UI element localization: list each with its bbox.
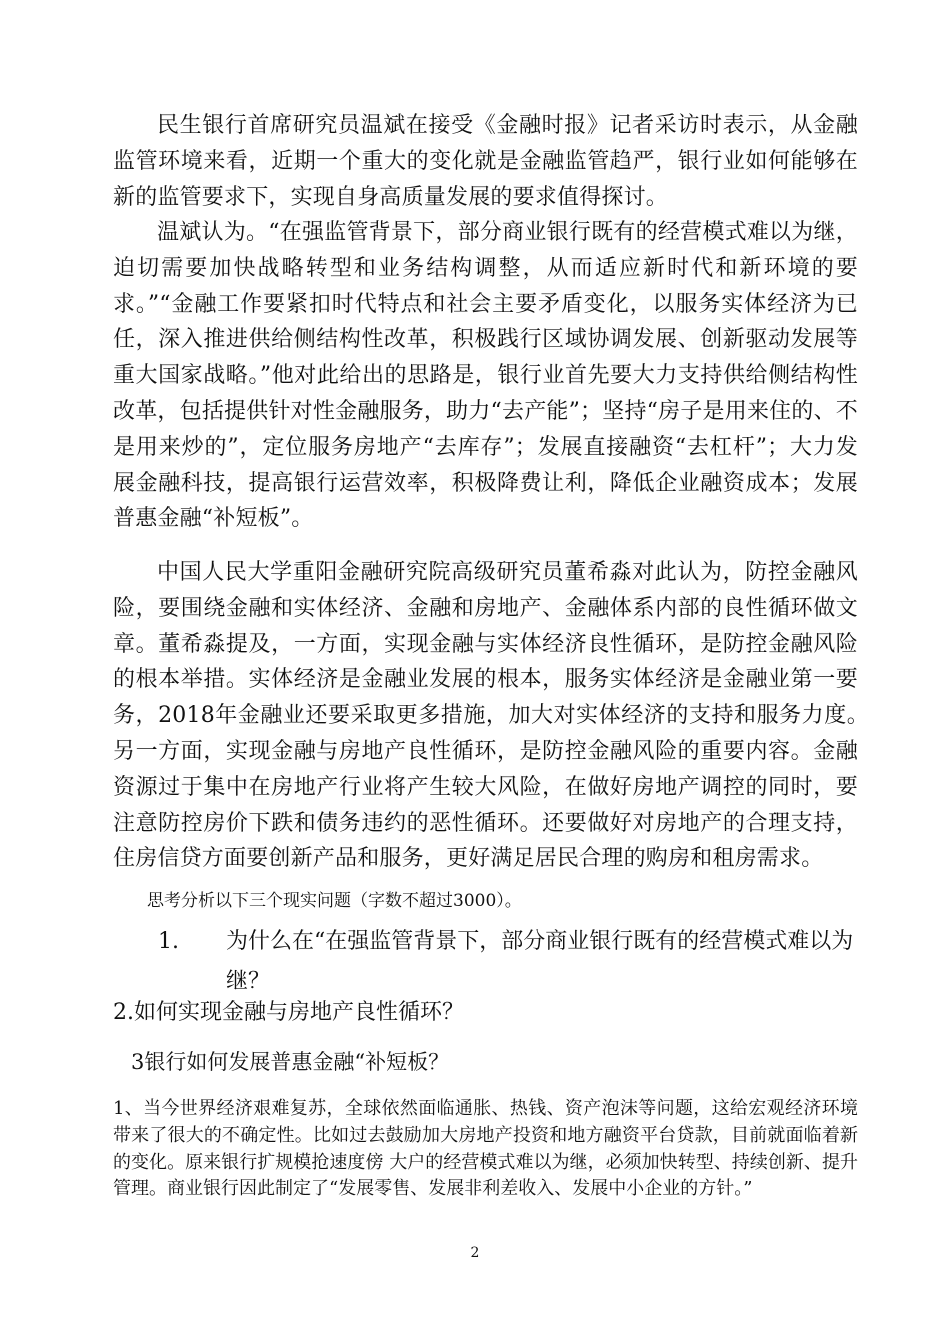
question-1-text: 为什么在“在强监管背景下，部分商业银行既有的经营模式难以为继？	[226, 929, 854, 994]
paragraph-wen-bin-interview: 民生银行首席研究员温斌在接受《金融时报》记者采访时表示，从金融监管环境来看，近期一个重大的变化就是金融监管趋严，银行业如何能够在新的监管要求下，实现自身高质量发展的要求值得探讨。	[113, 113, 858, 210]
question-1-number: 1.	[158, 929, 179, 954]
question-2: 2.如何实现金融与房地产良性循环？	[113, 1000, 464, 1025]
paragraph-dong-ximiao-view: 中国人民大学重阳金融研究院高级研究员董希淼对此认为，防控金融风险，要围绕金融和实体经济、金融和房地产、金融体系内部的良性循环做文章。董希淼提及，一方面，实现金融与实体经济良性循环，是防控金融风险的根本举措。实体经济是金融业发展的根本，服务实体经济是金融业第一要务，2018年金融业还要采取更多措施，加大对实体经济的支持和服务力度。 另一方面，实现金融与房地产良性循环，是防控金融风险的重要内容。金融资源过于集中在房地产行业将产生较大风险，在做好房地产调控的同时，要注意防控房价下跌和债务违约的恶性循环。还要做好对房地产的合理支持，住房信贷方面要创新产品和服务，更好满足居民合理的购房和租房需求。	[113, 560, 903, 872]
answer-1: 1、当今世界经济艰难复苏，全球依然面临通胀、热钱、资产泡沫等问题，这给宏观经济环境带来了很大的不确定性。比如过去鼓励加大房地产投资和地方融资平台贷款，目前就面临着新的变化。原来银行扩规模抢速度傍 大户的经营模式难以为继，必须加快转型、持续创新、提升管理。商业银行因此制定了“发展零售、发展非利差收入、发展中小企业的方针。”	[113, 1098, 858, 1200]
question-3: 3银行如何发展普惠金融“补短板？	[131, 1050, 450, 1074]
question-prompt: 思考分析以下三个现实问题（字数不超过3000）。	[147, 891, 522, 911]
paragraph-wen-bin-view: 温斌认为。“在强监管背景下，部分商业银行既有的经营模式难以为继，迫切需要加快战略转型和业务结构调整，从而适应新时代和新环境的要求。”“金融工作要紧扣时代特点和社会主要矛盾变化，以服务实体经济为已任，深入推进供给侧结构性改革，积极践行区域协调发展、创新驱动发展等重大国家战略。”他对此给出的思路是，银行业首先要大力支持供给侧结构性改革，包括提供针对性金融服务，助力“去产能”；坚持“房子是用来住的、不是用来炒的”，定位服务房地产“去库存”；发展直接融资“去杠杆”；大力发展金融科技，提高银行运营效率，积极降费让利，降低企业融资成本；发展普惠金融“补短板”。	[113, 220, 858, 532]
page-number: 2	[470, 1245, 480, 1261]
